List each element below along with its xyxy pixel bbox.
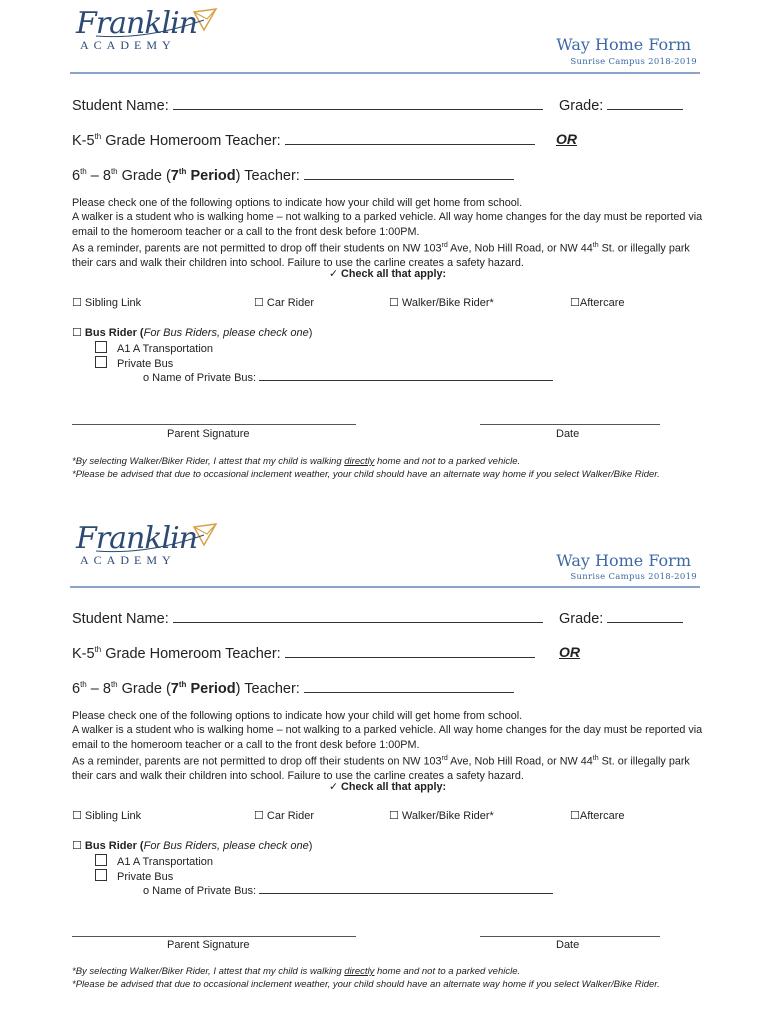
a1-box[interactable] [95,341,107,353]
bus-box: ☐ [72,840,85,852]
private-bus-name-field [143,370,553,384]
footnotes [72,966,702,991]
homeroom-teacher-line[interactable] [285,130,535,145]
instr3b: Ave, Nob Hill Road, or NW 44 [447,242,593,255]
car-rider-checkbox[interactable]: ☐ Car Rider [254,297,314,309]
parent-signature-label: Parent Signature [167,939,250,951]
student-name-line[interactable] [173,608,543,623]
private-bus-name-field [143,883,553,897]
bus-note: For Bus Riders, please check one [143,840,309,852]
footnote-1 [72,456,702,469]
footnote-1 [72,966,702,979]
logo-wordmark: Franklin [76,6,198,41]
way-home-form-2 [0,513,770,1025]
g68-sup1: th [80,680,87,690]
walker-checkbox[interactable]: ☐ Walker/Bike Rider* [389,297,494,309]
instr3sup2: th [592,754,599,762]
franklin-academy-logo [76,521,226,571]
fn1u: directly [344,456,375,467]
bus-label: Bus Rider ( [84,327,144,339]
car-rider-checkbox[interactable]: ☐ Car Rider [254,810,314,822]
private-box[interactable] [95,356,107,368]
instructions [72,709,712,783]
check-all-label: ✓ Check all that apply: [329,268,447,280]
fn1a: *By selecting Walker/Biker Rider, I attest that my child is walking [72,966,345,977]
student-name-line[interactable] [173,95,543,110]
private-bus-name-line[interactable] [259,370,553,381]
instr3sup1: rd [441,241,448,249]
homeroom-teacher-field [72,643,535,662]
g68-boldsup: th [178,680,187,690]
g68-b: – 8 [86,681,111,697]
logo-wordmark: Franklin [76,521,198,556]
parent-signature-line[interactable] [72,936,356,937]
a1-transport-checkbox[interactable] [95,341,213,355]
bus-rider-checkbox[interactable] [72,839,312,852]
private-bus-checkbox[interactable] [95,869,173,883]
logo-academy: ACADEMY [80,38,176,52]
period-teacher-field [72,678,514,697]
parent-signature-line[interactable] [72,424,356,425]
instr3c: St. or illegally park their cars and walk their children into school. Failure to use the carline creates a safety hazard. [72,755,690,782]
g68-sup2: th [110,680,118,690]
period-teacher-line[interactable] [304,678,514,693]
g68-bold2: Period [186,168,236,184]
k5-label-pre: K-5 [72,646,95,662]
instr3a: As a reminder, parents are not permitted to drop off their students on NW 103 [72,242,442,255]
period-teacher-field [72,165,514,184]
instruction-line-2: A walker is a student who is walking home – not walking to a parked vehicle. All way home changes for the day must be reported via email to the homeroom teacher or a call to the front desk before 1:00PM. [72,724,703,751]
private-label: Private Bus [117,871,174,883]
fn1b: home and not to a parked vehicle. [374,456,521,467]
grade-label: Grade: [559,98,608,114]
g68-bold1: 7 [170,168,179,184]
private-label: Private Bus [117,358,174,370]
bus-close: ) [308,840,313,852]
aftercare-checkbox[interactable]: ☐Aftercare [570,810,625,822]
private-box[interactable] [95,869,107,881]
header-divider [70,586,700,588]
bus-close: ) [308,327,313,339]
bus-rider-checkbox[interactable] [72,326,312,339]
k5-label-post: Grade Homeroom Teacher: [101,646,285,662]
a1-label: A1 A Transportation [117,856,214,868]
student-name-field [72,608,543,627]
g68-boldsup: th [178,167,187,177]
bus-label: Bus Rider ( [84,840,144,852]
or-label: OR [556,131,577,147]
a1-transport-checkbox[interactable] [95,854,213,868]
g68-sup1: th [80,167,87,177]
student-name-field [72,95,543,114]
instruction-line-3 [72,752,712,783]
g68-b: – 8 [86,168,111,184]
grade-line[interactable] [607,608,683,623]
logo-academy: ACADEMY [80,553,176,567]
g68-d: ) Teacher: [235,681,304,697]
fn1a: *By selecting Walker/Biker Rider, I attest that my child is walking [72,456,345,467]
form-subtitle: Sunrise Campus 2018-2019 [570,57,697,67]
period-teacher-line[interactable] [304,165,514,180]
k5-label-sup: th [94,132,102,142]
grade-label: Grade: [559,611,608,627]
parent-signature-label: Parent Signature [167,428,250,440]
private-bus-name-line[interactable] [259,883,553,894]
instr3c: St. or illegally park their cars and walk their children into school. Failure to use the carline creates a safety hazard. [72,242,690,269]
bus-box: ☐ [72,327,85,339]
date-line[interactable] [480,936,660,937]
private-bus-name-label: o Name of Private Bus: [143,372,260,384]
student-name-label: Student Name: [72,98,173,114]
k5-label-pre: K-5 [72,133,95,149]
g68-c: Grade ( [117,168,171,184]
g68-bold1: 7 [170,681,179,697]
bus-note: For Bus Riders, please check one [143,327,309,339]
fn1b: home and not to a parked vehicle. [374,966,521,977]
instr3sup1: rd [441,754,448,762]
instr3b: Ave, Nob Hill Road, or NW 44 [447,755,593,768]
instr3sup2: th [592,241,599,249]
student-name-label: Student Name: [72,611,173,627]
k5-label-post: Grade Homeroom Teacher: [101,133,285,149]
k5-label-sup: th [94,645,102,655]
form-title: Way Home Form [556,551,691,570]
g68-d: ) Teacher: [235,168,304,184]
form-title: Way Home Form [556,35,691,54]
grade-field [559,608,683,627]
private-bus-name-label: o Name of Private Bus: [143,885,260,897]
instructions [72,196,712,270]
private-bus-checkbox[interactable] [95,356,173,370]
fn1u: directly [344,966,375,977]
aftercare-checkbox[interactable]: ☐Aftercare [570,297,625,309]
seventh-period [171,168,236,184]
g68-a: 6 [72,681,81,697]
homeroom-teacher-field [72,130,535,149]
g68-a: 6 [72,168,81,184]
check-all-label: ✓ Check all that apply: [329,781,447,793]
walker-checkbox[interactable]: ☐ Walker/Bike Rider* [389,810,494,822]
instruction-line-3 [72,239,712,270]
instruction-line-1: Please check one of the following options to indicate how your child will get home from school. [72,710,523,722]
grade-field [559,95,683,114]
g68-bold2: Period [186,681,236,697]
date-line[interactable] [480,424,660,425]
date-label: Date [556,428,580,440]
or-label: OR [559,644,580,660]
form-subtitle: Sunrise Campus 2018-2019 [570,572,697,582]
date-label: Date [556,939,580,951]
a1-box[interactable] [95,854,107,866]
header-divider [70,72,700,74]
sibling-link-checkbox[interactable]: ☐ Sibling Link [72,297,142,309]
sibling-link-checkbox[interactable]: ☐ Sibling Link [72,810,142,822]
instruction-line-2: A walker is a student who is walking home – not walking to a parked vehicle. All way home changes for the day must be reported via email to the homeroom teacher or a call to the front desk before 1:00PM. [72,211,703,238]
footnote-2: *Please be advised that due to occasional inclement weather, your child should have an alternate way home if you select Walker/Bike Rider. [72,468,660,480]
g68-c: Grade ( [117,681,171,697]
instruction-line-1: Please check one of the following options to indicate how your child will get home from school. [72,197,523,209]
a1-label: A1 A Transportation [117,343,214,355]
homeroom-teacher-line[interactable] [285,643,535,658]
footnote-2: *Please be advised that due to occasional inclement weather, your child should have an alternate way home if you select Walker/Bike Rider. [72,978,660,990]
franklin-academy-logo [76,6,226,56]
instr3a: As a reminder, parents are not permitted to drop off their students on NW 103 [72,755,442,768]
way-home-form-1 [0,0,770,512]
seventh-period [171,681,236,697]
grade-line[interactable] [607,95,683,110]
footnotes [72,456,702,481]
g68-sup2: th [110,167,118,177]
